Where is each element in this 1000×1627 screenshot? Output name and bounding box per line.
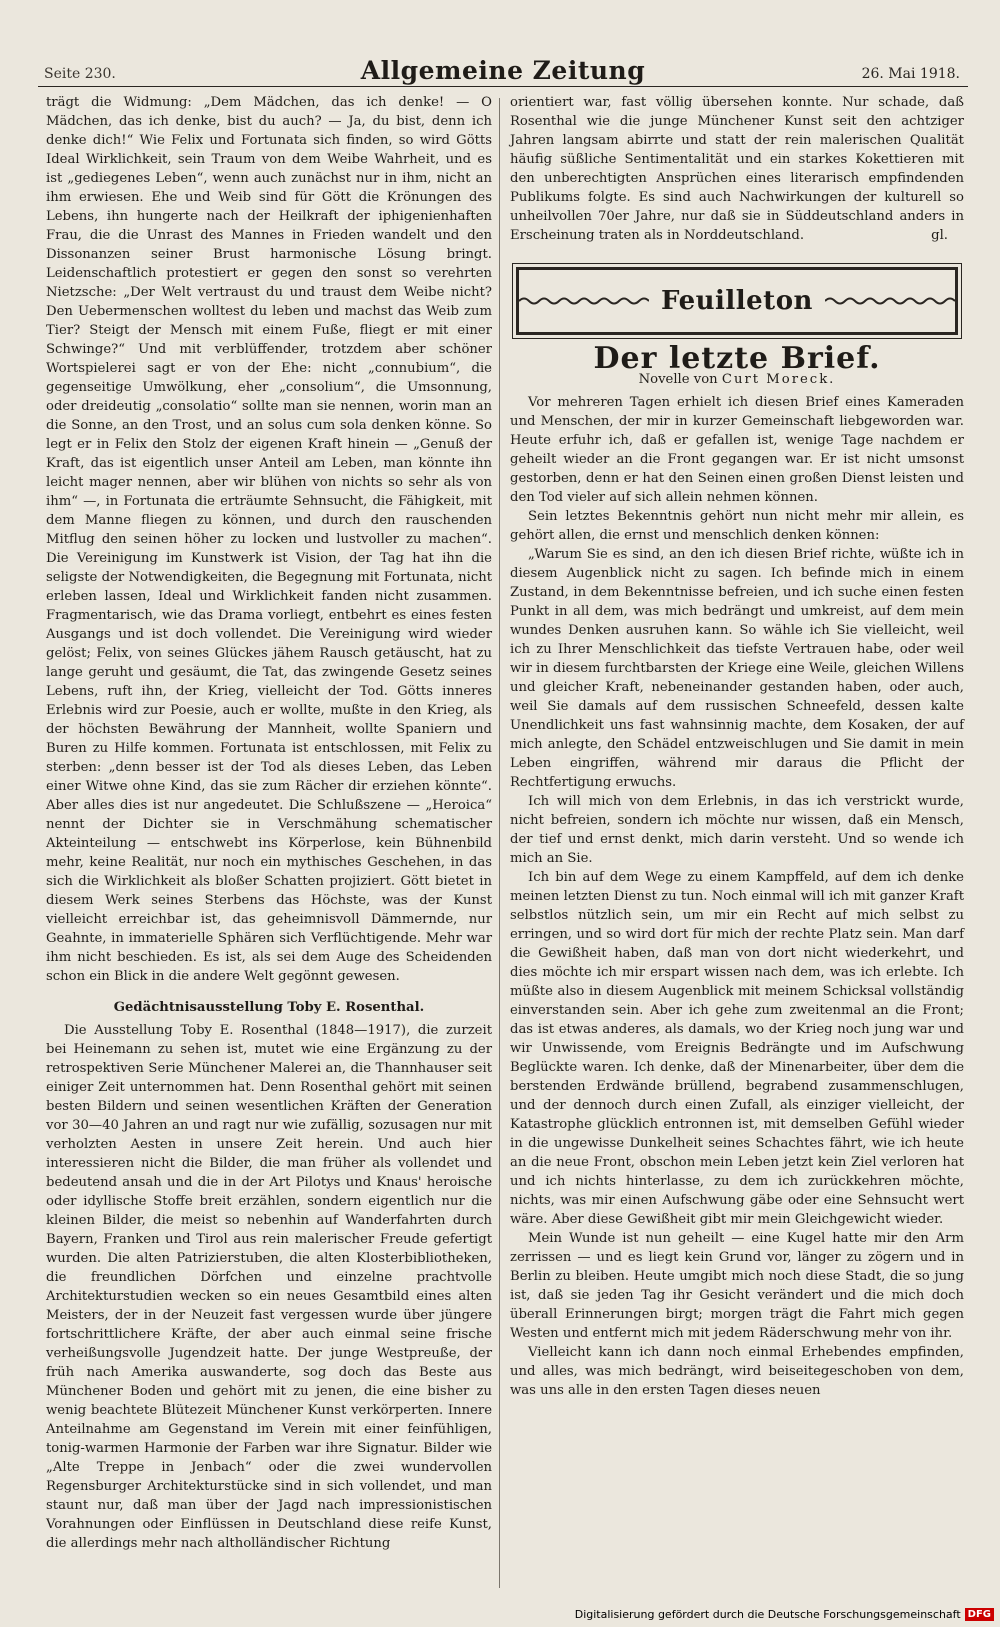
article-heading-rosenthal: Gedächtnisausstellung Toby E. Rosenthal. [113,1000,425,1015]
goett-review-paragraph: trägt die Widmung: „Dem Mädchen, das ich denke! — O Mädchen, das ich denke, bist du auch? — Ja, du bist, denn ich denke dich!“ Wie Felix und Fortunata sich finden, so wird Götts Ideal Wirklichkeit, sein Traum von dem Weibe Wahrheit, und es ist „gediegenes Leben“, wenn auch zunächst nur in ihm, nicht an ihm erwiesen. Ehe und Weib sind für Gött die Krönungen des Lebens, ihn hungerte nach der Heilkraft der iphigenienhaften Frau, die die Unrast des Mannes in Frieden wandelt und den Dissonanzen seiner Brust harmonische Lösung bringt. Leidenschaftlich protestiert er gegen den sonst so verehrten Nietzsche: „Der Welt vertraust du und traust dem Weibe nicht? Den Uebermenschen wolltest du leben und machst das Weib zum Tier? Steigt der Mensch mit einem Fuße, fliegt er mit einer Schwinge?“ Und mit verblüffender, trotzdem aber schöner Wortspielerei sagt er von der Ehe: nicht „connubium“, die gegenseitige Umwölkung, eher „consolium“, die Umsonnung, oder dreideutig „consolatio“ sollte man sie nennen, worin man an die Sonne, an den Trost, und an solus cum sola denken könne. So legt er in Felix den Stolz der eigenen Kraft hinein — „Genuß der Kraft, das ist eigentlich unser Anteil am Leben, man könnte ihn leicht mager nennen, aber wir blühen von nichts so sehr als von ihm“ —, in Fortunata die erträumte Sehnsucht, die Fähigkeit, mit dem Manne fliegen zu können, und durch den rauschenden Mitflug den seinen höher zu locken und lustvoller zu machen“. Die Vereinigung im Kunstwerk ist Vision, der Tag hat ihn die seligste der Notwendigkeiten, die Begegnung mit Fortunata, nicht erleben lassen, Ideal und Wirklichkeit fanden nicht zusammen. Fragmentarisch, wie das Drama vorliegt, entbehrt es eines festen Ausgangs und ist doch vollendet. Die Vereinigung wird wieder gelöst; Felix, von seines Glückes jähem Rausch getäuscht, hat zu lange geruht und gesäumt, die Tat, das zwingende Gesetz seines Lebens, ruft ihn, der Krieg, vielleicht der Tod. Götts inneres Erlebnis wird zur Poesie, auch er wollte, mußte in den Krieg, als der höchsten Bewährung der Mannheit, wollte Spaniern und Buren zu Hilfe kommen. Fortunata ist entschlossen, mit Felix zu sterben: „denn besser ist der Tod als dieses Leben, das Leben einer Witwe ohne Kind, das sie zum Rächer dir erziehen könnte“. Aber alles dies ist nur angedeutet. Die Schlußszene — „Heroica“ nennt der Dichter sie in Verschmähung schematischer Akteinteilung — entschwebt ins Körperlose, kein Bühnenbild mehr, keine Realität, nur noch ein mythisches Geschehen, in das sich die Wirklichkeit als bloßer Schatten projiziert. Gött bietet in diesem Werk seines Sterbens das Höchste, was der Kunst vielleicht erreichbar ist, das geheimnisvoll Dämmernde, nur Geahnte, in immaterielle Sphären sich Verflüchtigende. Mehr war ihm nicht beschieden. Es ist, als sei dem Auge des Scheidenden schon ein Blick in die andere Welt gegönnt gewesen. [46,95,492,984]
column-divider [499,98,500,1588]
newspaper-page [38,40,968,1585]
story-paragraph: Vor mehreren Tagen erhielt ich diesen Brief eines Kameraden und Menschen, der mir in kurzer Gemeinschaft liebgeworden war. Heute erfuhr ich, daß er gefallen ist, wenige Tage nachdem er geheilt wieder an die Front gegangen war. Er ist nicht umsonst gestorben, denn er hat den Seinen einen großen Dienst leisten und den Tod vieler auf sich allein nehmen können. [510,395,964,505]
section-title: Feuilleton [661,285,813,316]
story-paragraph: Sein letztes Bekenntnis gehört nun nicht mehr mir allein, es gehört allen, die ernst und menschlich denken können: [510,509,964,543]
ornament-right [825,296,955,306]
author-name: Curt Moreck. [721,372,836,387]
credit-text: Digitalisierung gefördert durch die Deutsche Forschungsgemeinschaft [574,1608,961,1621]
issue-date: 26. Mai 1918. [861,66,960,82]
continuation-text: orientiert war, fast völlig übersehen konnte. Nur schade, daß Rosenthal wie die junge Münchener Kunst seit den achtziger Jahren langsam abirrte und statt der rein malerischen Qualität häufig süßliche Sentimentalität und ein starkes Kokettieren mit den unberechtigten Ansprüchen eines literarisch empfindenden Publikums folgte. Es sind auch Nachwirkungen der kulturell so unheilvollen 70er Jahre, nur daß sie in Süddeutschland anders in Erscheinung traten als in Norddeutschland. [510,95,964,243]
dfg-logo: DFG [965,1608,994,1621]
byline-prefix: Novelle von [638,372,718,387]
left-column [46,93,492,1553]
story-paragraph: Ich will mich von dem Erlebnis, in das ich verstrickt wurde, nicht befreien, sondern ich möchte nur wissen, daß ein Mensch, der tief und ernst denkt, mich darin versteht. Und so wende ich mich an Sie. [510,794,964,866]
page-number: Seite 230. [44,66,116,82]
story-byline [510,370,964,389]
story-paragraph: Ich bin auf dem Wege zu einem Kampffeld, auf dem ich denke meinen letzten Dienst zu tun. Noch einmal will ich mit ganzer Kraft selbstlos nützlich sein, um mir ein Recht auf mich selbst zu erringen, und so wird dort für mich der rechte Platz sein. Man darf die Gewißheit haben, daß man von dort nicht wiederkehrt, und dies möchte ich mir erspart wissen nach dem, was ich erlebte. Ich müßte also in diesem Augenblick mit meinem Schicksal vollständig einverstanden sein. Aber ich gehe zum zweitenmal an die Front; das ist etwas anderes, als damals, wo der Krieg noch jung war und wir Unwissende, vom Ereignis Bedrängte und im Aufschwung Beglückte waren. Ich denke, daß der Minenarbeiter, über dem die berstenden Erdwände brüllend, begrabend zusammenschlugen, und der dennoch durch einen Zufall, als einziger vielleicht, der Katastrophe glücklich entronnen ist, mit demselben Gefühl wieder in die ungewisse Dunkelheit seines Schachtes fährt, wie ich heute an die neue Front, obschon mein Leben jetzt kein Ziel verloren hat und ich nichts hinterlasse, zu dem ich zurückkehren möchte, nichts, was mir einen Aufschwung gäbe oder eine Sehnsucht wert wäre. Aber diese Gewißheit gibt mir mein Gleichgewicht wieder. [510,870,964,1227]
author-signature: gl. [931,228,948,243]
newspaper-title: Allgemeine Zeitung [360,56,646,85]
rosenthal-continuation [510,93,964,245]
ornament-left [519,296,649,306]
rosenthal-article-paragraph: Die Ausstellung Toby E. Rosenthal (1848—1917), die zurzeit bei Heinemann zu sehen ist, mutet wie eine Ergänzung zu der retrospektiven Serie Münchener Malerei an, die Thannhauser seit einiger Zeit unternommen hat. Denn Rosenthal gehört mit seinen besten Bildern und seinen wesentlichen Kräften der Generation vor 30—40 Jahren an und ragt nur wie zufällig, sozusagen nur mit verholzten Aesten in unsere Zeit herein. Und auch hier interessieren nicht die Bilder, die man früher als vollendet und bedeutend ansah und die in der Art Pilotys und Knaus' heroische oder idyllische Stoffe breit erzählen, sondern eigentlich nur die kleinen Bilder, die meist so nebenhin auf Wanderfahrten durch Bayern, Franken und Tirol aus rein malerischer Freude gefertigt wurden. Die alten Patrizierstuben, die alten Klosterbibliotheken, die freundlichen Dörfchen und einzelne prachtvolle Architekturstudien wecken so ein neues Gesamtbild eines alten Meisters, der in der Neuzeit fast vergessen wurde über jüngere fortschrittlichere Kräfte, der aber auch einmal seine frische verheißungsvolle Jugendzeit hatte. Der junge Westpreuße, der früh nach Amerika auswanderte, sog doch das Beste aus Münchener Boden und gehört mit zu jenen, die eine bisher zu wenig beachtete Blütezeit Münchener Kunst verkörperten. Innere Anteilnahme am Gegenstand im Verein mit einer feinfühligen, tonig-warmen Harmonie der Farben war ihre Signatur. Bilder wie „Alte Treppe in Jenbach“ oder die zwei wundervollen Regensburger Architekturstücke sind in sich vollendet, und man staunt nur, daß man über der Jagd nach impressionistischen Vorahnungen oder Einflüssen in Deutschland diese reife Kunst, die allerdings mehr nach altholländischer Richtung [46,1023,492,1551]
page-header [38,52,968,87]
digitization-credit [575,1608,994,1621]
story-paragraph: Vielleicht kann ich dann noch einmal Erhebendes empfinden, und alles, was mich bedrängt, wird beiseitegeschoben von dem, was uns alle in den ersten Tagen dieses neuen [510,1345,964,1398]
story-paragraph: „Warum Sie es sind, an den ich diesen Brief richte, wüßte ich in diesem Augenblick nicht zu sagen. Ich befinde mich in einem Zustand, in dem Bekenntnisse befreien, und ich suche einen festen Punkt in all dem, was mich bedrängt und umkreist, auf dem mein wundes Denken ausruhen kann. So wähle ich Sie vielleicht, weil ich zu Ihrer Menschlichkeit das tiefste Vertrauen habe, oder weil wir in diesem furchtbarsten der Kriege eine Weile, gleichen Willens und gleicher Kraft, nebeneinander gestanden haben, oder auch, weil Sie damals auf dem russischen Schneefeld, dessen kalte Unendlichkeit uns fast wahnsinnig machte, dem Kosaken, der auf mich anlegte, den Schädel entzweischlugen und Sie damit in mein Leben eingriffen, während mir daraus die Pflicht der Rechtfertigung erwuchs. [510,547,964,790]
story-paragraph: Mein Wunde ist nun geheilt — eine Kugel hatte mir den Arm zerrissen — und es liegt kein Grund vor, länger zu zögern und in Berlin zu bleiben. Heute umgibt mich noch diese Stadt, die so jung ist, daß sie jeden Tag ihr Gesicht verändert und die mich doch überall Erinnerungen birgt; morgen trägt die Fahrt mich gegen Westen und entfernt mich mit jedem Räderschwung mehr von ihr. [510,1231,964,1341]
story-title: Der letzte Brief. [593,341,881,376]
feuilleton-section-banner [516,267,958,335]
right-column [510,93,964,1400]
